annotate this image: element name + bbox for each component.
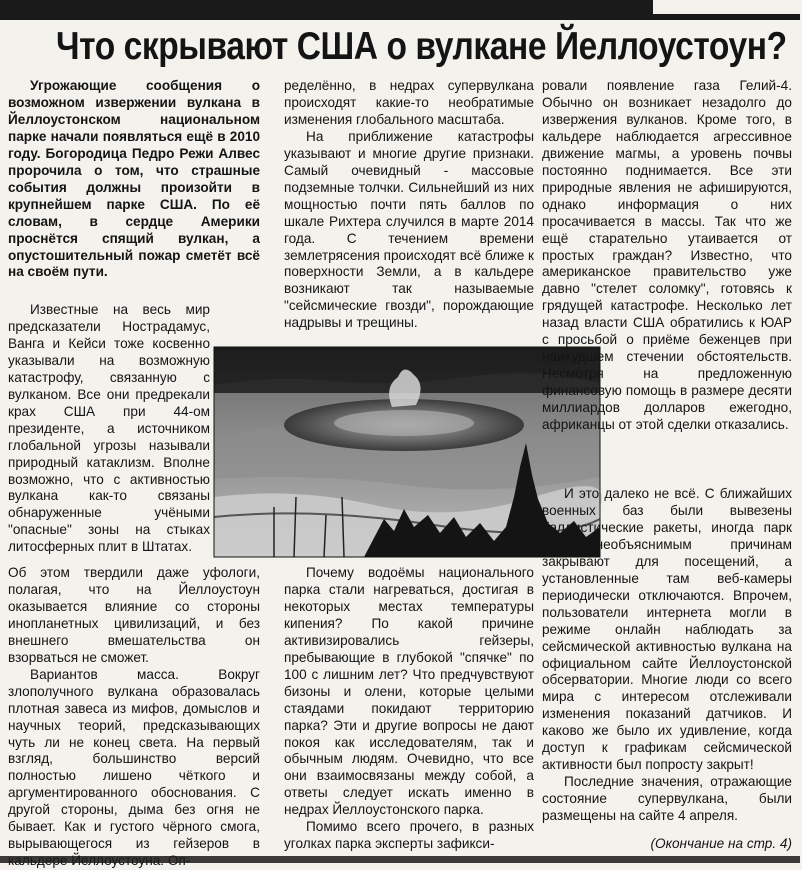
column-1-body [8, 302, 210, 556]
column-3-top [542, 78, 792, 433]
column-2-top [284, 78, 534, 332]
header-rule [0, 0, 800, 20]
paragraph: И это далеко не всё. С ближайших военных баз были вывезены баллистические ракеты, иногда парк по необъяснимым причинам закрывают для посещений, а установленные там веб-камеры периодически отключаются. Впрочем, пользователи интернета могли в режиме онлайн наблюдать за сейсмической активностью вулкана на официальном сайте Йеллоустонской обсерватории. Многие люди со всего мира с интересом отслеживали изменения показаний датчиков. И каково же было их удивление, когда доступ к графикам сейсмической активности был попросту закрыт! [542, 486, 792, 773]
paragraph: Помимо всего прочего, в разных уголках парка эксперты зафикси- [284, 819, 534, 852]
headline: Что скрывают США о вулкане Йеллоустоун? [56, 25, 787, 68]
bottom-rule [0, 856, 800, 863]
paragraph: ровали появление газа Гелий-4. Обычно он возникает незадолго до извержения вулканов. Кроме того, в кальдере наблюдается агрессивное движение магмы, а уровень почвы постоянно поднимается. Все эти природные явления не афишируются, однако информация о них просачивается в массы. Так что же ещё старательно утаивается от простых граждан? Известно, что американское правительство уже давно "стелет соломку", готовясь к грядущей катастрофе. Несколько лет назад власти США обратились к ЮАР с просьбой о приёме беженцев при наихудшем стечении обстоятельств. Несмотря на предложенную финансовую помощь в размере десяти миллиардов долларов ежегодно, африканцы от этой сделки отказались. [542, 78, 792, 433]
paragraph: Последние значения, отражающие состояние супервулкана, были размещены на сайте 4 апреля. [542, 774, 792, 824]
paragraph: Об этом твердили даже уфологи, полагая, что на Йеллоустоун оказывается влияние со стороны инопланетных цивилизаций, и без внешнего вмешательства он взорваться не сможет. [8, 565, 260, 665]
lead-block [8, 78, 260, 281]
column-3-lower [542, 486, 792, 825]
header-tab [651, 0, 802, 14]
column-1-lower [8, 565, 260, 870]
column-2-lower [284, 565, 534, 853]
paragraph: Вариантов масса. Вокруг злополучного вулкана образовалась плотная завеса из мифов, домыслов и научных теорий, предсказывающих чуть ли не конец света. На первый взгляд, большинство версий полностью лишено чёткого и аргументированного обоснования. С другой стороны, дыма без огня не бывает. Как и густого чёрного смога, вырывающегося из гейзеров в [8, 666, 260, 852]
paragraph: ределённо, в недрах супервулкана происходят какие-то необратимые изменения глобального масштаба. [284, 78, 534, 127]
paragraph: Почему водоёмы национального парка стали нагреваться, достигая в некоторых местах температуры кипения? По какой причине активизировались гейзеры, пребывающие в глубокой "спячке" по 100 с лишним лет? Что предчувствуют бизоны и олени, которые целыми стаядами покидают территорию парка? Эти и другие вопросы не дают покоя как исследователям, так и обычным людям. Очевидно, что все они взаимосвязаны между собой, а ответы следует искать именно в недрах Йеллоустонского парка. [284, 565, 534, 818]
paragraph: Известные на весь мир предсказатели Нострадамус, Ванга и Кейси тоже косвенно указывали на возможную катастрофу, связанную с вулканом. Все они предрекали крах США при 44-ом президенте, а источником глобальной угрозы называли природный катаклизм. Вполне возможно, что с активностью вулкана как-то связаны обнаруженные учёными "опасные" зоны на стыках литосферных плит в Штатах. [8, 302, 210, 555]
lead-text: Угрожающие сообщения о возможном извержении вулкана в Йеллоустонском национальном парке начали появляться ещё в 2010 году. Богородица Педро Режи Алвес пророчила о том, что страшные события должны произойти в крупнейшем парке США. По её словам, в сердце Америки проснётся спящий вулкан, а опустошительный пожар сметёт всё на своём пути. [8, 78, 260, 280]
paragraph: На приближение катастрофы указывают и многие другие признаки. Самый очевидный - массовые подземные толчки. Сильнейший из них мощностью почти пять баллов по шкале Рихтера случился в марте 2014 года. С течением времени землетрясения происходят всё ближе к поверхности Земли, а в кальдере возникают так называемые "сейсмические гвозди", порождающие надрывы и трещины. [284, 128, 534, 331]
continuation-note: (Окончание на стр. 4) [650, 836, 792, 851]
